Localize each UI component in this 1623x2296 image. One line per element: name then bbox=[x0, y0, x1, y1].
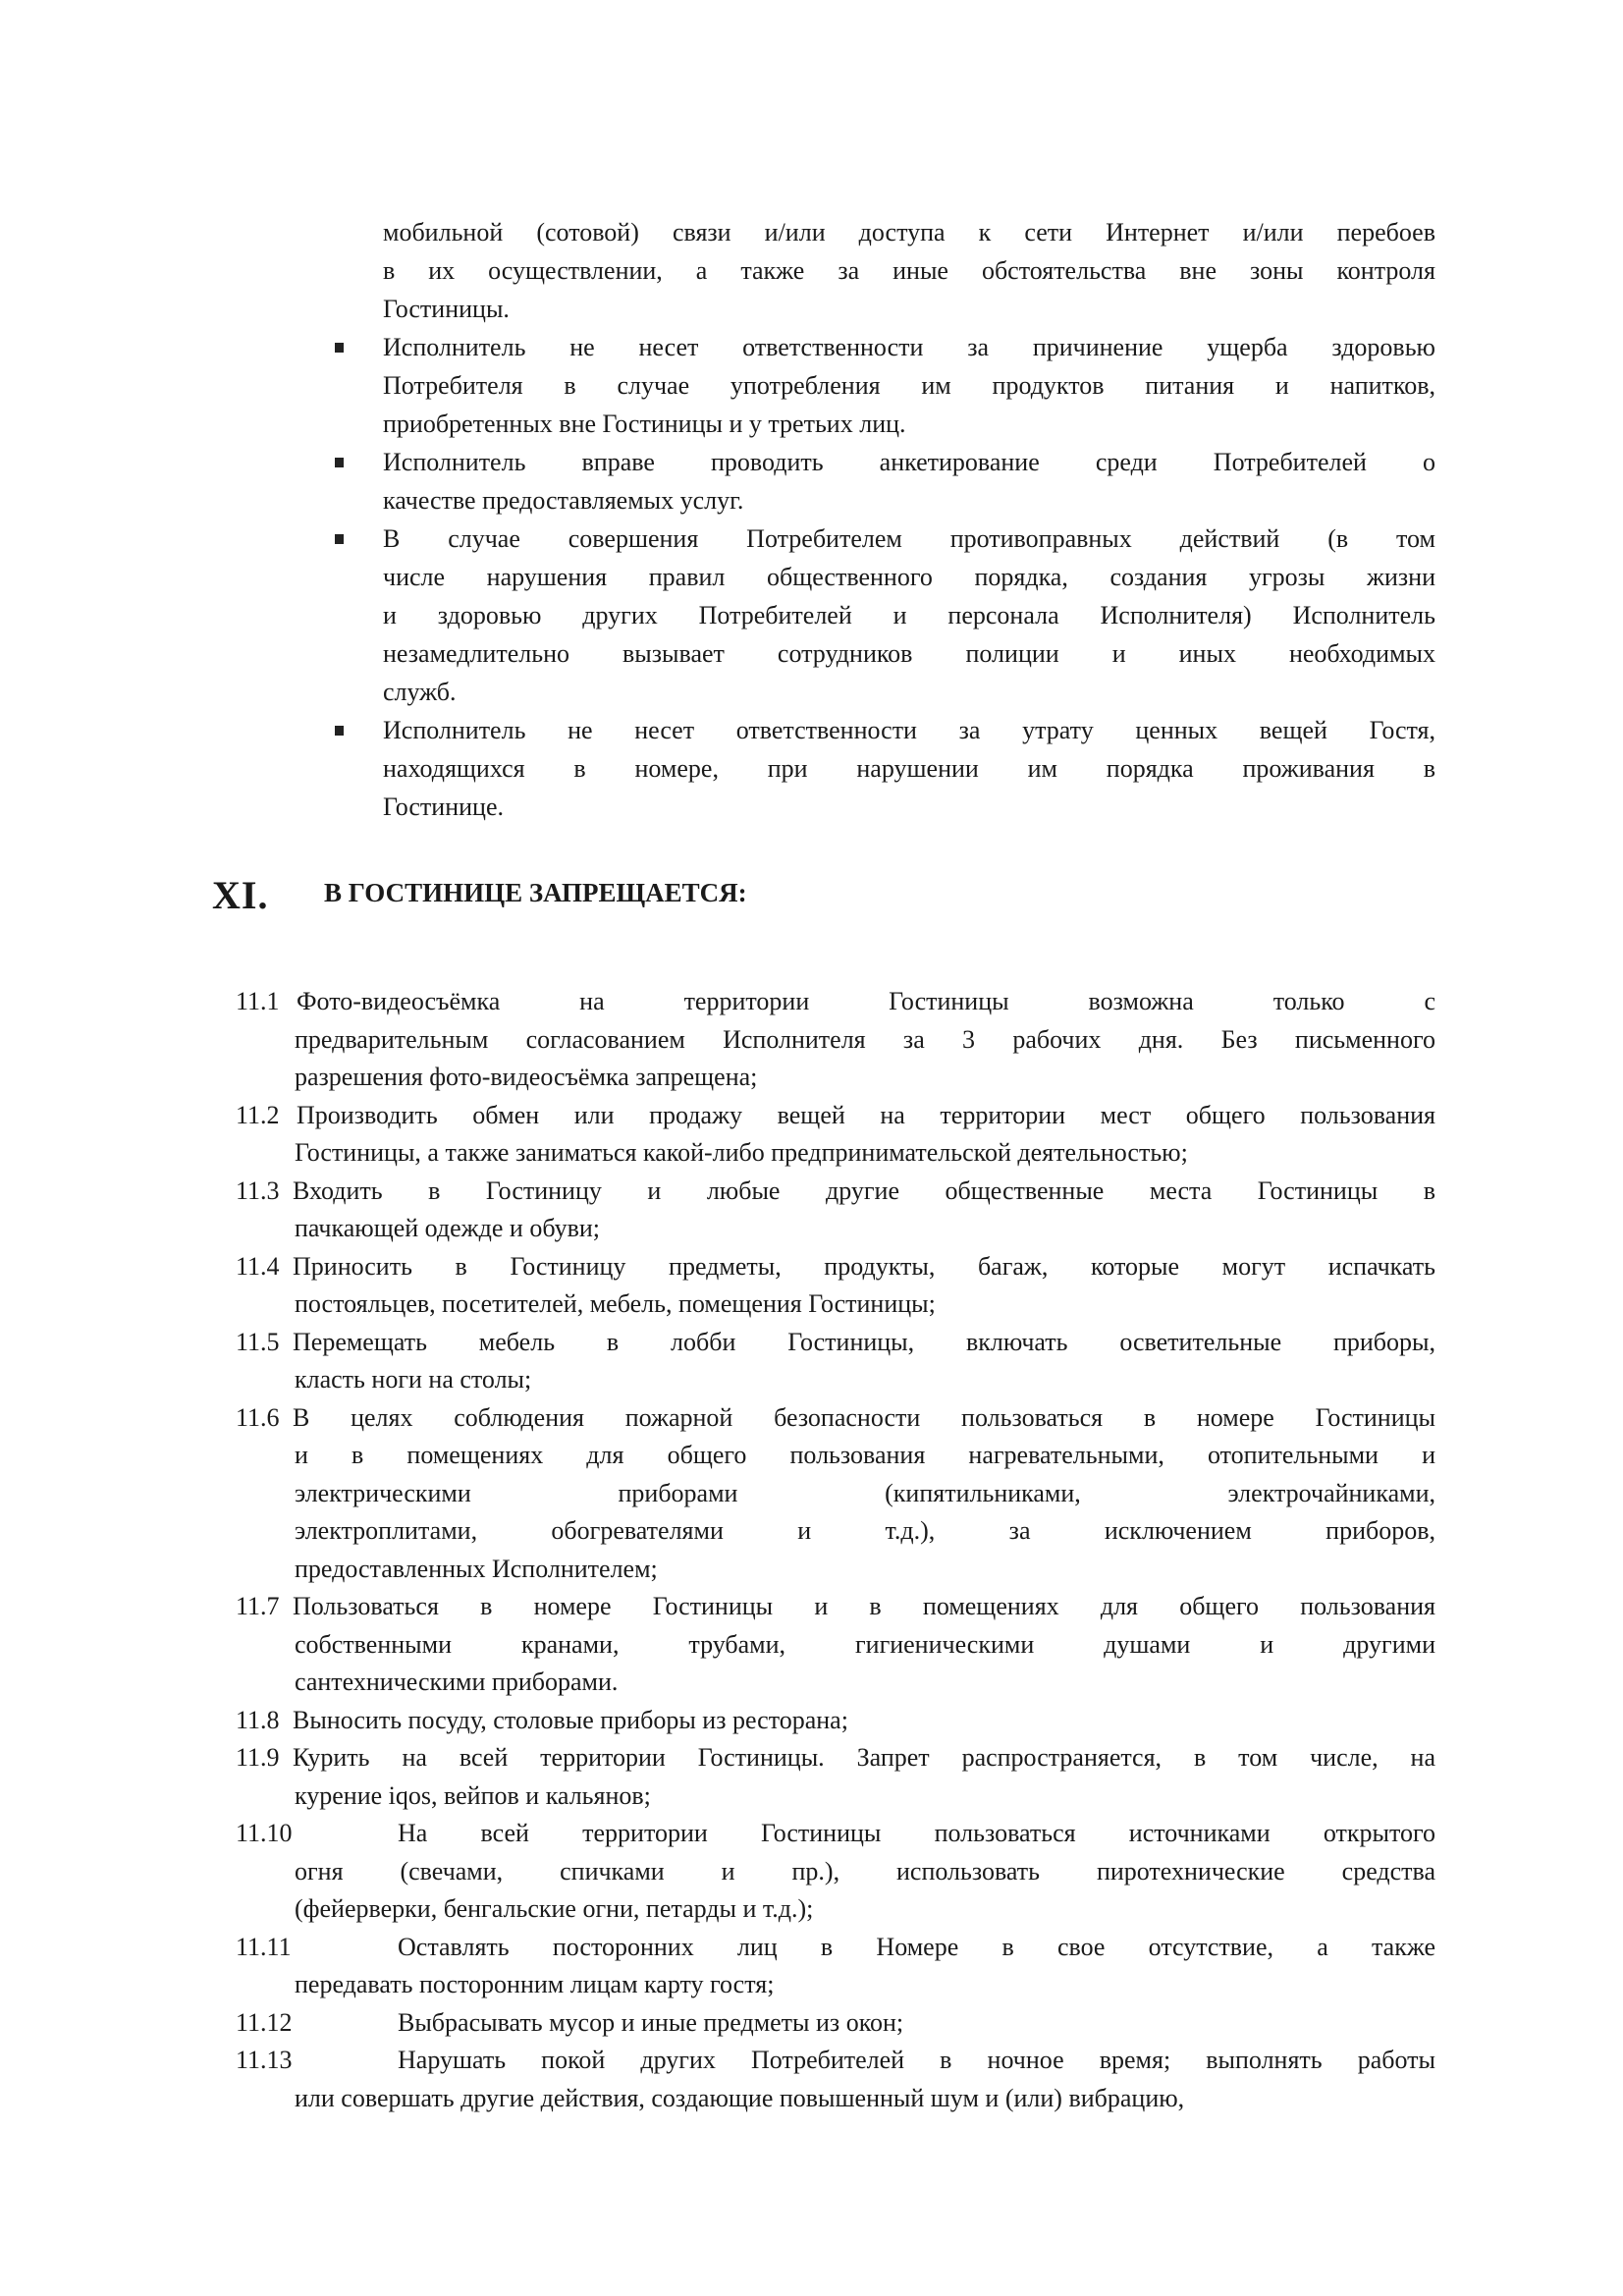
section-title: В ГОСТИНИЦЕ ЗАПРЕЩАЕТСЯ: bbox=[324, 878, 747, 907]
list-item-line: разрешения фото-видеосъёмка запрещена; bbox=[295, 1063, 758, 1091]
list-item-line: постояльцев, посетителей, мебель, помещения Гостиницы; bbox=[295, 1289, 936, 1318]
list-item-line: В целях соблюдения пожарной безопасности пользоваться в номере Гостиницы bbox=[293, 1402, 1435, 1432]
paragraph-line: приобретенных вне Гостиницы и у третьих лиц. bbox=[383, 410, 906, 438]
paragraph-line: и здоровью других Потребителей и персонала Исполнителя) Исполнитель bbox=[383, 601, 1435, 629]
list-item-line: курение iqos, вейпов и кальянов; bbox=[295, 1780, 651, 1810]
item-number: 11.2 bbox=[236, 1100, 280, 1129]
paragraph-line: служб. bbox=[383, 678, 457, 706]
item-number: 11.9 bbox=[236, 1743, 280, 1772]
bullet-icon bbox=[335, 726, 344, 736]
item-number: 11.6 bbox=[236, 1402, 280, 1432]
bullet-icon bbox=[335, 343, 344, 353]
list-item-line: Перемещать мебель в лобби Гостиницы, включать осветительные приборы, bbox=[293, 1327, 1435, 1356]
list-item-line: Пользоваться в номере Гостиницы и в помещениях для общего пользования bbox=[293, 1592, 1435, 1620]
list-item-line: огня (свечами, спичками и пр.), использовать пиротехнические средства bbox=[295, 1856, 1435, 1886]
item-number: 11.11 bbox=[236, 1932, 292, 1961]
list-item-line: Курить на всей территории Гостиницы. Запрет распространяется, в том числе, на bbox=[293, 1743, 1435, 1772]
paragraph-line: качестве предоставляемых услуг. bbox=[383, 486, 744, 515]
list-item-line: Гостиницы, а также заниматься какой-либо предпринимательской деятельностью; bbox=[295, 1138, 1188, 1167]
list-item-line: пачкающей одежде и обуви; bbox=[295, 1214, 600, 1242]
list-item-line: Выносить посуду, столовые приборы из ресторана; bbox=[293, 1705, 848, 1734]
list-item-line: электрическими приборами (кипятильниками, электрочайниками, bbox=[295, 1478, 1435, 1507]
list-item-line: Нарушать покой других Потребителей в ночное время; выполнять работы bbox=[398, 2046, 1435, 2074]
list-item-line: электроплитами, обогревателями и т.д.), за исключением приборов, bbox=[295, 1516, 1435, 1545]
item-number: 11.3 bbox=[236, 1175, 280, 1205]
item-number: 11.5 bbox=[236, 1327, 280, 1356]
list-item-line: класть ноги на столы; bbox=[295, 1365, 532, 1394]
list-item-line: Приносить в Гостиницу предметы, продукты, багаж, которые могут испачкать bbox=[293, 1251, 1435, 1281]
list-item-line: На всей территории Гостиницы пользоваться источниками открытого bbox=[398, 1819, 1435, 1847]
paragraph-line: Гостиницы. bbox=[383, 295, 510, 323]
item-number: 11.12 bbox=[236, 2007, 293, 2037]
section-number: XI. bbox=[212, 873, 269, 917]
item-number: 11.4 bbox=[236, 1251, 280, 1281]
item-number: 11.10 bbox=[236, 1819, 293, 1847]
paragraph-line: Исполнитель не несет ответственности за причинение ущерба здоровью bbox=[383, 333, 1435, 361]
list-item-line: собственными кранами, трубами, гигиеническими душами и другими bbox=[295, 1629, 1435, 1659]
item-number: 11.8 bbox=[236, 1705, 280, 1734]
list-item-line: предоставленных Исполнителем; bbox=[295, 1554, 658, 1583]
paragraph-line: мобильной (сотовой) связи и/или доступа к сети Интернет и/или перебоев bbox=[383, 218, 1435, 246]
paragraph-line: Исполнитель не несет ответственности за утрату ценных вещей Гостя, bbox=[383, 716, 1435, 744]
list-item-line: передавать посторонним лицам карту гостя; bbox=[295, 1970, 775, 1998]
item-number: 11.1 bbox=[236, 987, 280, 1015]
paragraph-line: В случае совершения Потребителем противоправных действий (в том bbox=[383, 524, 1435, 553]
list-item-line: Выбрасывать мусор и иные предметы из окон; bbox=[398, 2007, 904, 2037]
paragraph-line: Потребителя в случае употребления им продуктов питания и напитков, bbox=[383, 371, 1435, 400]
paragraph-line: числе нарушения правил общественного порядка, создания угрозы жизни bbox=[383, 563, 1435, 591]
item-number: 11.13 bbox=[236, 2046, 293, 2074]
bullet-icon bbox=[335, 458, 344, 467]
list-item-line: (фейерверки, бенгальские огни, петарды и т.д.); bbox=[295, 1894, 814, 1923]
paragraph-line: в их осуществлении, а также за иные обстоятельства вне зоны контроля bbox=[383, 256, 1435, 285]
paragraph-line: находящихся в номере, при нарушении им порядка проживания в bbox=[383, 754, 1435, 783]
bullet-icon bbox=[335, 534, 344, 544]
list-item-line: Входить в Гостиницу и любые другие общественные места Гостиницы в bbox=[293, 1175, 1435, 1205]
list-item-line: или совершать другие действия, создающие повышенный шум и (или) вибрацию, bbox=[295, 2083, 1185, 2112]
paragraph-line: Исполнитель вправе проводить анкетирование среди Потребителей о bbox=[383, 448, 1435, 476]
paragraph-line: Гостинице. bbox=[383, 793, 504, 821]
list-item-line: Оставлять посторонних лиц в Номере в свое отсутствие, а также bbox=[398, 1932, 1435, 1961]
paragraph-line: незамедлительно вызывает сотрудников полиции и иных необходимых bbox=[383, 639, 1435, 668]
list-item-line: Фото-видеосъёмка на территории Гостиницы возможна только с bbox=[297, 987, 1435, 1015]
list-item-line: Производить обмен или продажу вещей на территории мест общего пользования bbox=[297, 1100, 1435, 1129]
list-item-line: сантехническими приборами. bbox=[295, 1667, 619, 1696]
item-number: 11.7 bbox=[236, 1592, 280, 1620]
list-item-line: и в помещениях для общего пользования нагревательными, отопительными и bbox=[295, 1441, 1435, 1469]
list-item-line: предварительным согласованием Исполнителя за 3 рабочих дня. Без письменного bbox=[295, 1024, 1435, 1054]
